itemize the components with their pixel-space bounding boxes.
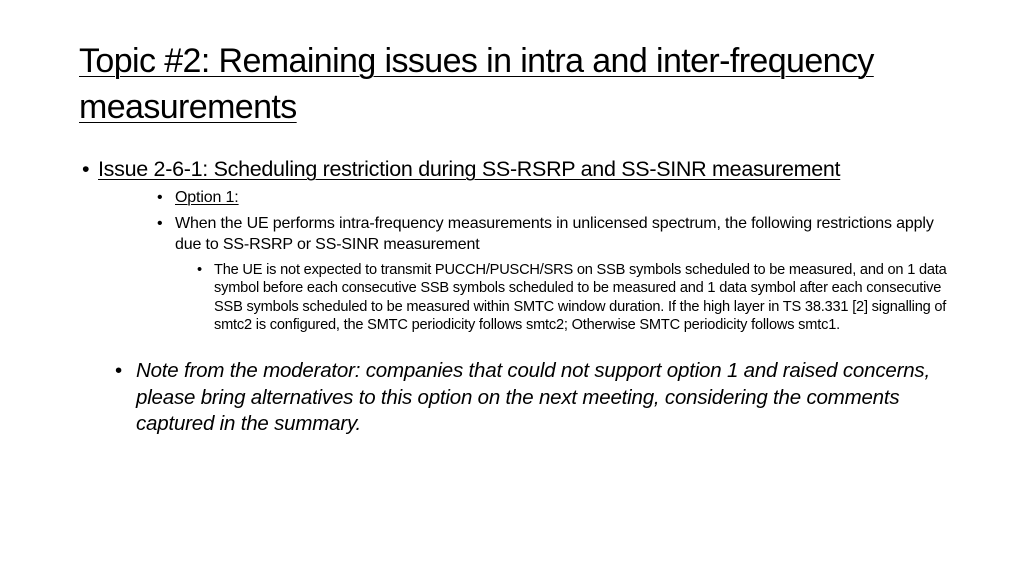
slide-title: Topic #2: Remaining issues in intra and inter-frequency measurements <box>79 42 874 126</box>
restriction-detail-text: The UE is not expected to transmit PUCCH/PUSCH/SRS on SSB symbols scheduled to be measured, and on 1 data symbol before each consecutive SSB symbols scheduled to be measured and 1 data symbol after each consecutive SSB symbols scheduled to be measured within SMTC window duration. If the high layer in TS 38.331 [2] signalling of smtc2 is configured, the SMTC periodicity follows smtc2; Otherwise SMTC periodicity follows smtc1. <box>214 262 947 333</box>
slide-body <box>82 155 952 438</box>
moderator-note-item <box>115 358 952 438</box>
option-bullet-item <box>157 187 952 208</box>
restriction-intro-item <box>157 213 952 255</box>
bullet-marker: • <box>82 157 90 181</box>
bullet-marker: • <box>157 215 163 232</box>
option-label: Option 1: <box>175 189 239 206</box>
issue-bullet-item <box>82 155 952 183</box>
issue-heading: Issue 2-6-1: Scheduling restriction during SS-RSRP and SS-SINR measurement <box>98 157 841 181</box>
bullet-marker: • <box>157 189 163 206</box>
restriction-detail-item <box>197 261 952 334</box>
moderator-note-text: Note from the moderator: companies that could not support option 1 and raised concerns, please bring alternatives to this option on the next meeting, considering the comments captured in the summary. <box>136 359 930 436</box>
bullet-marker: • <box>115 359 122 383</box>
bullet-marker: • <box>197 262 202 278</box>
restriction-intro-text: When the UE performs intra-frequency measurements in unlicensed spectrum, the following restrictions apply due to SS-RSRP or SS-SINR measurement <box>175 215 934 253</box>
